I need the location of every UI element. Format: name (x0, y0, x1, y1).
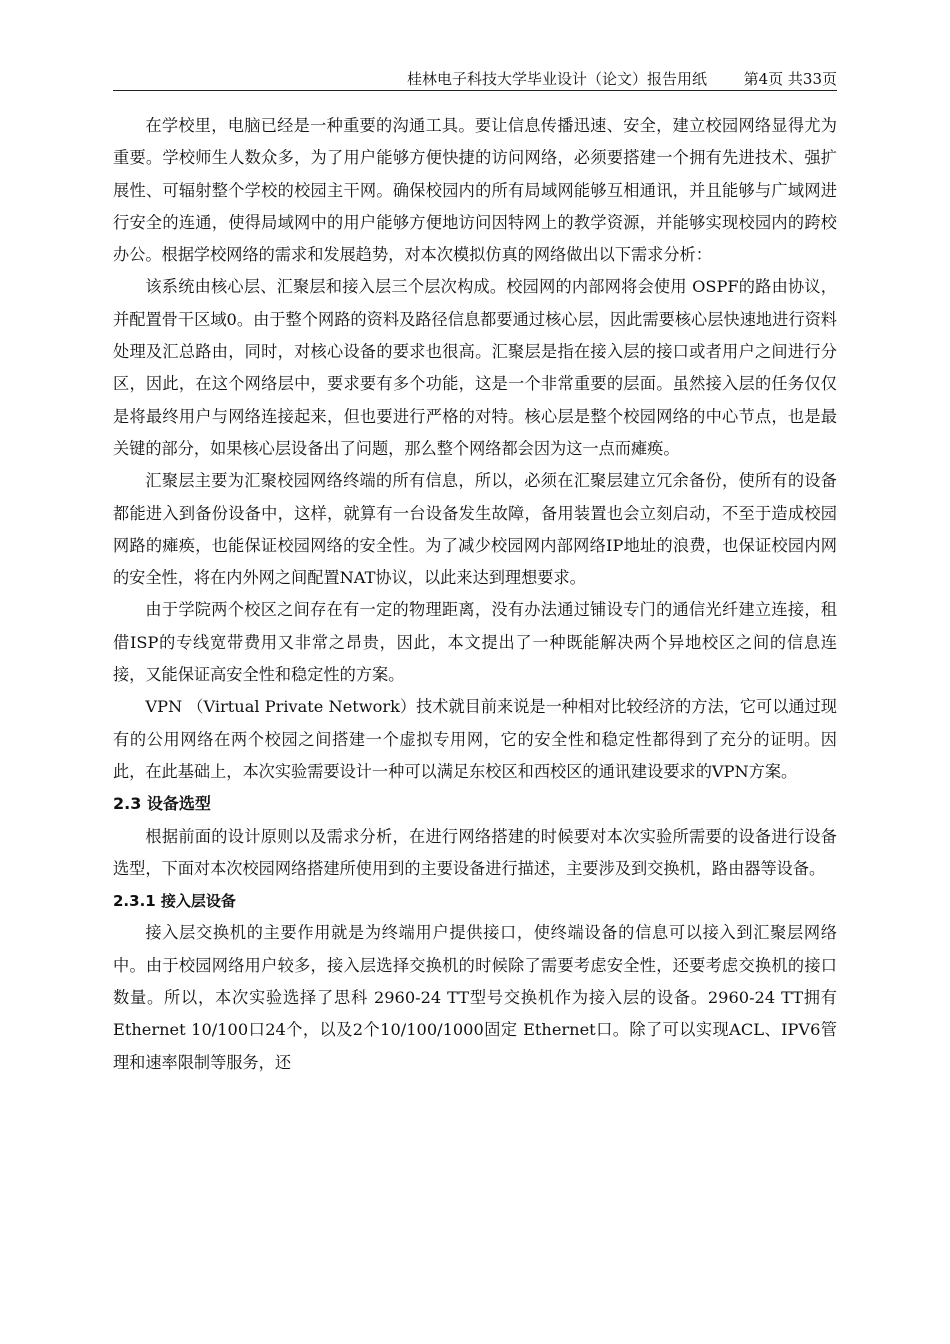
section-heading: 2.3 设备选型 (113, 794, 211, 814)
subsection-heading: 2.3.1 接入层设备 (113, 892, 236, 911)
paragraph: 在学校里，电脑已经是一种重要的沟通工具。要让信息传播迅速、安全，建立校园网络显得尤为重要。学校师生人数众多，为了用户能够方便快捷的访问网络，必须要搭建一个拥有先进技术、强扩展性、可辐射整个学校的校园主干网。确保校园内的所有局域网能够互相通讯，并且能够与广域网进行安全的连通，使得局域网中的用户能够方便地访问因特网上的教学资源，并能够实现校园内的跨校办公。根据学校网络的需求和发展趋势，对本次模拟仿真的网络做出以下需求分析： (113, 116, 837, 265)
paragraph: 根据前面的设计原则以及需求分析，在进行网络搭建的时候要对本次实验所需要的设备进行设备选型，下面对本次校园网络搭建所使用到的主要设备进行描述，主要涉及到交换机，路由器等设备。 (113, 826, 837, 878)
paragraph: 该系统由核心层、汇聚层和接入层三个层次构成。校园网的内部网将会使用 OSPF的路由协议，并配置骨干区域0。由于整个网路的资料及路径信息都要通过核心层，因此需要核心层快速地进行资料处理及汇总路由，同时，对核心设备的要求也很高。汇聚层是指在接入层的接口或者用户之间进行分区，因此，在这个网络层中，要求要有多个功能，这是一个非常重要的层面。虽然接入层的任务仅仅是将最终用户与网络连接起来，但也要进行严格的对特。核心层是整个校园网络的中心节点，也是最关键的部分，如果核心层设备出了问题，那么整个网络都会因为这一点而瘫痪。 (113, 277, 837, 458)
paragraph: 由于学院两个校区之间存在有一定的物理距离，没有办法通过铺设专门的通信光纤建立连接，租借ISP的专线宽带费用又非常之昂贵，因此，本文提出了一种既能解决两个异地校区之间的信息连接，又能保证高安全性和稳定性的方案。 (113, 600, 837, 685)
paragraph: 汇聚层主要为汇聚校园网络终端的所有信息，所以，必须在汇聚层建立冗余备份，使所有的设备都能进入到备份设备中，这样，就算有一台设备发生故障，备用装置也会立刻启动，不至于造成校园网路的瘫痪，也能保证校园网络的安全性。为了减少校园网内部网络IP地址的浪费，也保证校园内网的安全性，将在内外网之间配置NAT协议，以此来达到理想要求。 (113, 471, 837, 588)
document-body (113, 110, 837, 1079)
paragraph: 接入层交换机的主要作用就是为终端用户提供接口，使终端设备的信息可以接入到汇聚层网络中。由于校园网络用户较多，接入层选择交换机的时候除了需要考虑安全性，还要考虑交换机的接口数量。所以，本次实验选择了思科 2960-24 TT型号交换机作为接入层的设备。2960-24 TT拥有Ethernet 10/100口24个，以及2个10/100/1000固定 Ethernet口。除了可以实现ACL、IPV6管理和速率限制等服务，还 (113, 923, 837, 1072)
paragraph: VPN （Virtual Private Network）技术就目前来说是一种相对比较经济的方法，它可以通过现有的公用网络在两个校园之间搭建一个虚拟专用网，它的安全性和稳定性都得到了充分的证明。因此，在此基础上，本次实验需要设计一种可以满足东校区和西校区的通讯建设要求的VPN方案。 (113, 697, 837, 781)
page-header (113, 66, 837, 91)
header-school-title: 桂林电子科技大学毕业设计（论文）报告用纸 (406, 70, 707, 88)
header-page-number: 第4页 共33页 (743, 70, 837, 88)
